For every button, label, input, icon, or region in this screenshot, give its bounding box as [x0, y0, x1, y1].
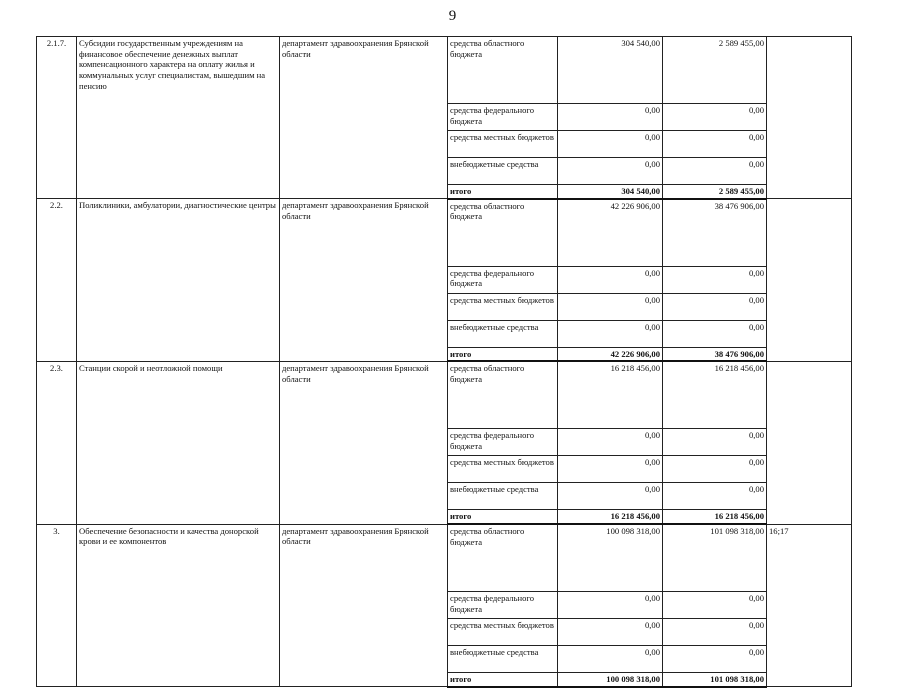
section-note: 16;17	[767, 524, 852, 687]
funding-source: средства федерального бюджета	[448, 104, 558, 131]
table-row	[37, 199, 852, 267]
section-executor: департамент здравоохранения Брянской области	[280, 199, 448, 362]
amount-year-1: 0,00	[558, 293, 663, 320]
total-label: итого	[448, 510, 558, 524]
amount-year-2: 0,00	[663, 320, 767, 347]
page-number: 9	[448, 8, 457, 24]
amount-year-2: 0,00	[663, 131, 767, 158]
total-year-2: 16 218 456,00	[663, 510, 767, 524]
funding-source: средства областного бюджета	[448, 361, 558, 429]
total-label: итого	[448, 673, 558, 687]
amount-year-2: 0,00	[663, 266, 767, 293]
funding-source: средства областного бюджета	[448, 199, 558, 267]
amount-year-2: 0,00	[663, 429, 767, 456]
amount-year-2: 0,00	[663, 104, 767, 131]
total-label: итого	[448, 347, 558, 361]
amount-year-1: 304 540,00	[558, 37, 663, 104]
funding-source: внебюджетные средства	[448, 158, 558, 185]
total-year-2: 2 589 455,00	[663, 185, 767, 199]
amount-year-1: 0,00	[558, 158, 663, 185]
funding-source: средства местных бюджетов	[448, 456, 558, 483]
amount-year-1: 0,00	[558, 104, 663, 131]
section-executor: департамент здравоохранения Брянской области	[280, 524, 448, 687]
total-year-2: 38 476 906,00	[663, 347, 767, 361]
table-row	[37, 37, 852, 104]
amount-year-1: 100 098 318,00	[558, 524, 663, 592]
section-number: 2.3.	[37, 361, 77, 524]
funding-source: средства местных бюджетов	[448, 293, 558, 320]
budget-table	[36, 36, 852, 688]
amount-year-1: 0,00	[558, 429, 663, 456]
funding-source: внебюджетные средства	[448, 646, 558, 673]
section-executor: департамент здравоохранения Брянской области	[280, 37, 448, 199]
amount-year-1: 0,00	[558, 592, 663, 619]
funding-source: внебюджетные средства	[448, 320, 558, 347]
amount-year-1: 0,00	[558, 131, 663, 158]
section-number: 2.2.	[37, 199, 77, 362]
amount-year-2: 38 476 906,00	[663, 199, 767, 267]
amount-year-1: 0,00	[558, 483, 663, 510]
section-note	[767, 37, 852, 199]
funding-source: средства областного бюджета	[448, 37, 558, 104]
amount-year-2: 0,00	[663, 158, 767, 185]
amount-year-1: 16 218 456,00	[558, 361, 663, 429]
amount-year-1: 0,00	[558, 320, 663, 347]
section-title: Поликлиники, амбулатории, диагностические центры	[77, 199, 280, 362]
amount-year-2: 16 218 456,00	[663, 361, 767, 429]
amount-year-2: 2 589 455,00	[663, 37, 767, 104]
section-title: Обеспечение безопасности и качества донорской крови и ее компонентов	[77, 524, 280, 687]
amount-year-1: 0,00	[558, 619, 663, 646]
section-number: 3.	[37, 524, 77, 687]
total-year-2: 101 098 318,00	[663, 673, 767, 687]
total-year-1: 304 540,00	[558, 185, 663, 199]
section-title: Субсидии государственным учреждениям на финансовое обеспечение денежных выплат компенсационного характера на оплату жилья и коммунальных услуг специалистам, вышедшим на пенсию	[77, 37, 280, 199]
table-row	[37, 361, 852, 429]
funding-source: средства местных бюджетов	[448, 131, 558, 158]
funding-source: средства местных бюджетов	[448, 619, 558, 646]
funding-source: средства федерального бюджета	[448, 592, 558, 619]
amount-year-2: 0,00	[663, 293, 767, 320]
amount-year-2: 0,00	[663, 456, 767, 483]
amount-year-1: 0,00	[558, 456, 663, 483]
total-year-1: 42 226 906,00	[558, 347, 663, 361]
total-label: итого	[448, 185, 558, 199]
section-executor: департамент здравоохранения Брянской области	[280, 361, 448, 524]
amount-year-2: 0,00	[663, 619, 767, 646]
funding-source: средства федерального бюджета	[448, 429, 558, 456]
amount-year-2: 0,00	[663, 483, 767, 510]
section-title: Станции скорой и неотложной помощи	[77, 361, 280, 524]
total-year-1: 16 218 456,00	[558, 510, 663, 524]
amount-year-1: 0,00	[558, 646, 663, 673]
amount-year-2: 0,00	[663, 646, 767, 673]
funding-source: внебюджетные средства	[448, 483, 558, 510]
table-row	[37, 524, 852, 592]
amount-year-2: 0,00	[663, 592, 767, 619]
amount-year-1: 42 226 906,00	[558, 199, 663, 267]
total-year-1: 100 098 318,00	[558, 673, 663, 687]
section-note	[767, 361, 852, 524]
section-note	[767, 199, 852, 362]
amount-year-2: 101 098 318,00	[663, 524, 767, 592]
section-number: 2.1.7.	[37, 37, 77, 199]
funding-source: средства областного бюджета	[448, 524, 558, 592]
funding-source: средства федерального бюджета	[448, 266, 558, 293]
amount-year-1: 0,00	[558, 266, 663, 293]
